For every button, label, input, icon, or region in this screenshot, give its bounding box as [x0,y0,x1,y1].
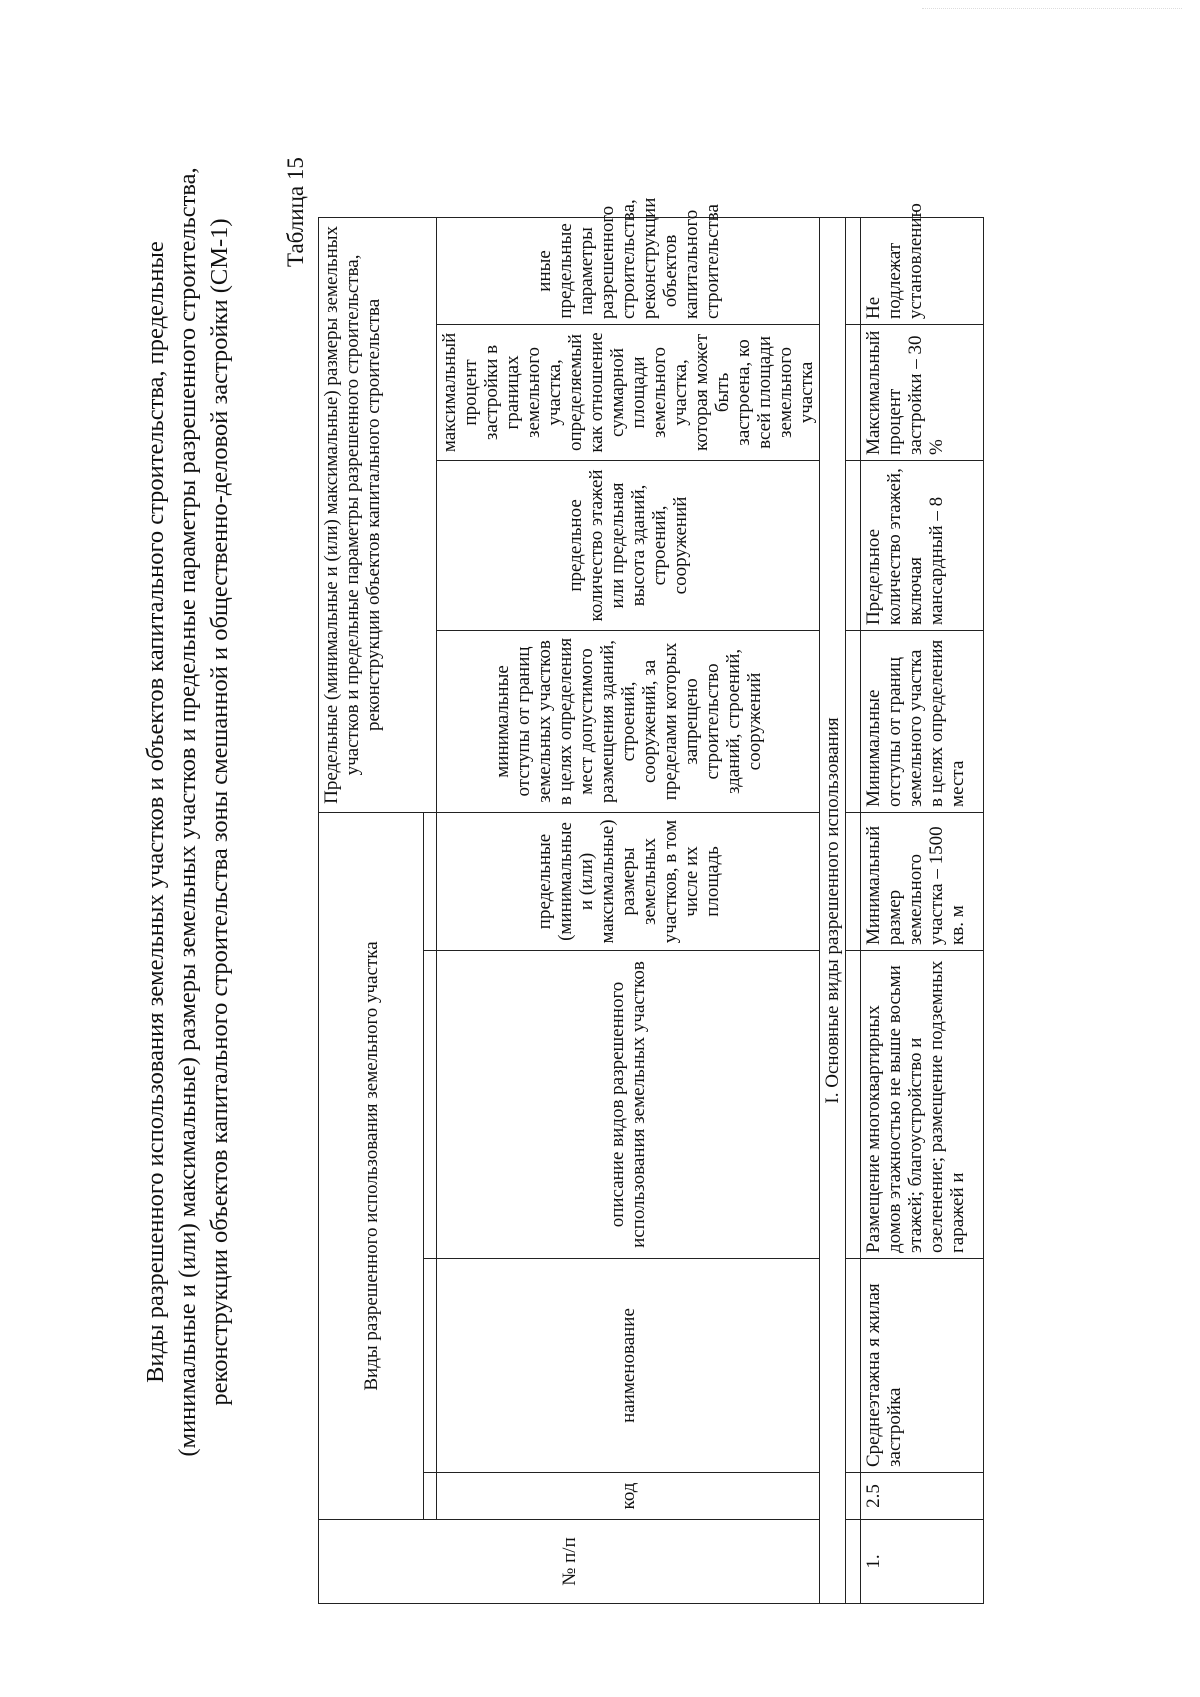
cell-name: Среднеэтажна я жилая застройка [861,1259,984,1473]
title-line-3: реконструкции объектов капитального строительства зоны смешанной и общественно-деловой застройки (СМ-1) [206,218,233,1406]
table-label: Таблица 15 [283,157,308,267]
cell-other: Не подлежат установлению [861,217,984,324]
spacer-cell [846,630,861,812]
header-blank-desc [424,951,437,1259]
header-blank-name [424,1259,437,1473]
spacer-cell [846,324,861,460]
cell-description: Размещение многоквартирных домов этажностью не выше восьми этажей; благоустройство и озеленение; размещение подземных гаражей и [861,951,984,1259]
header-plot-size: предельные (минимальные и (или) максимальные) размеры земельных участков, в том числе их площадь [437,812,820,950]
cell-setbacks: Минимальные отступы от границ земельного участка в целях определения места [861,630,984,812]
header-group-uses: Виды разрешенного использования земельного участка [319,812,424,1519]
header-description: описание видов разрешенного использования земельных участков [437,951,820,1259]
header-group-params: Предельные (минимальные и (или) максимальные) размеры земельных участков и предельные параметры разрешенного строительства, реконструкции объектов капитального строительства [319,217,437,812]
header-coverage: максимальный процент застройки в границах земельного участка, определяемый как отношение суммарной площади земельного участка, которая может быть застроена, ко всей площади земельного участка [437,324,820,460]
spacer-cell [846,1520,861,1604]
header-num: № п/п [319,1520,820,1604]
regulations-table [318,197,984,1604]
header-blank-size [424,812,437,950]
header-floors: предельное количество этажей или предельная высота зданий, строений, сооружений [437,460,820,630]
cell-plot-size: Минимальный размер земельного участка – 1500 кв. м [861,812,984,950]
title-line-2: (минимальные и (или) максимальные) размеры земельных участков и предельные параметры разрешенного строительства, [174,167,201,1457]
header-blank-code [424,1473,437,1520]
spacer-cell [846,1259,861,1473]
header-code: код [437,1473,820,1520]
section-title: I. Основные виды разрешенного использования [820,217,846,1603]
spacer-cell [846,460,861,630]
header-name: наименование [437,1259,820,1473]
spacer-cell [846,217,861,324]
spacer-cell [846,812,861,950]
header-setbacks: минимальные отступы от границ земельных участков в целях определения мест допустимого размещения зданий, строений, сооружений, за пределами которых запрещено строительство зданий, строений, сооружений [437,630,820,812]
spacer-cell [846,951,861,1259]
cell-floors: Предельное количество этажей, включая мансардный – 8 [861,460,984,630]
spacer-cell [846,1473,861,1520]
cell-code: 2.5 [861,1473,984,1520]
header-other: иные предельные параметры разрешенного строительства, реконструкции объектов капитального строительства [437,217,820,324]
cell-coverage: Максимальный процент застройки – 30 % [861,324,984,460]
title-line-1: Виды разрешенного использования земельных участков и объектов капитального строительства, предельные [142,241,169,1383]
document-title [140,142,236,1482]
table-row [861,217,984,1603]
cell-num: 1. [861,1520,984,1604]
